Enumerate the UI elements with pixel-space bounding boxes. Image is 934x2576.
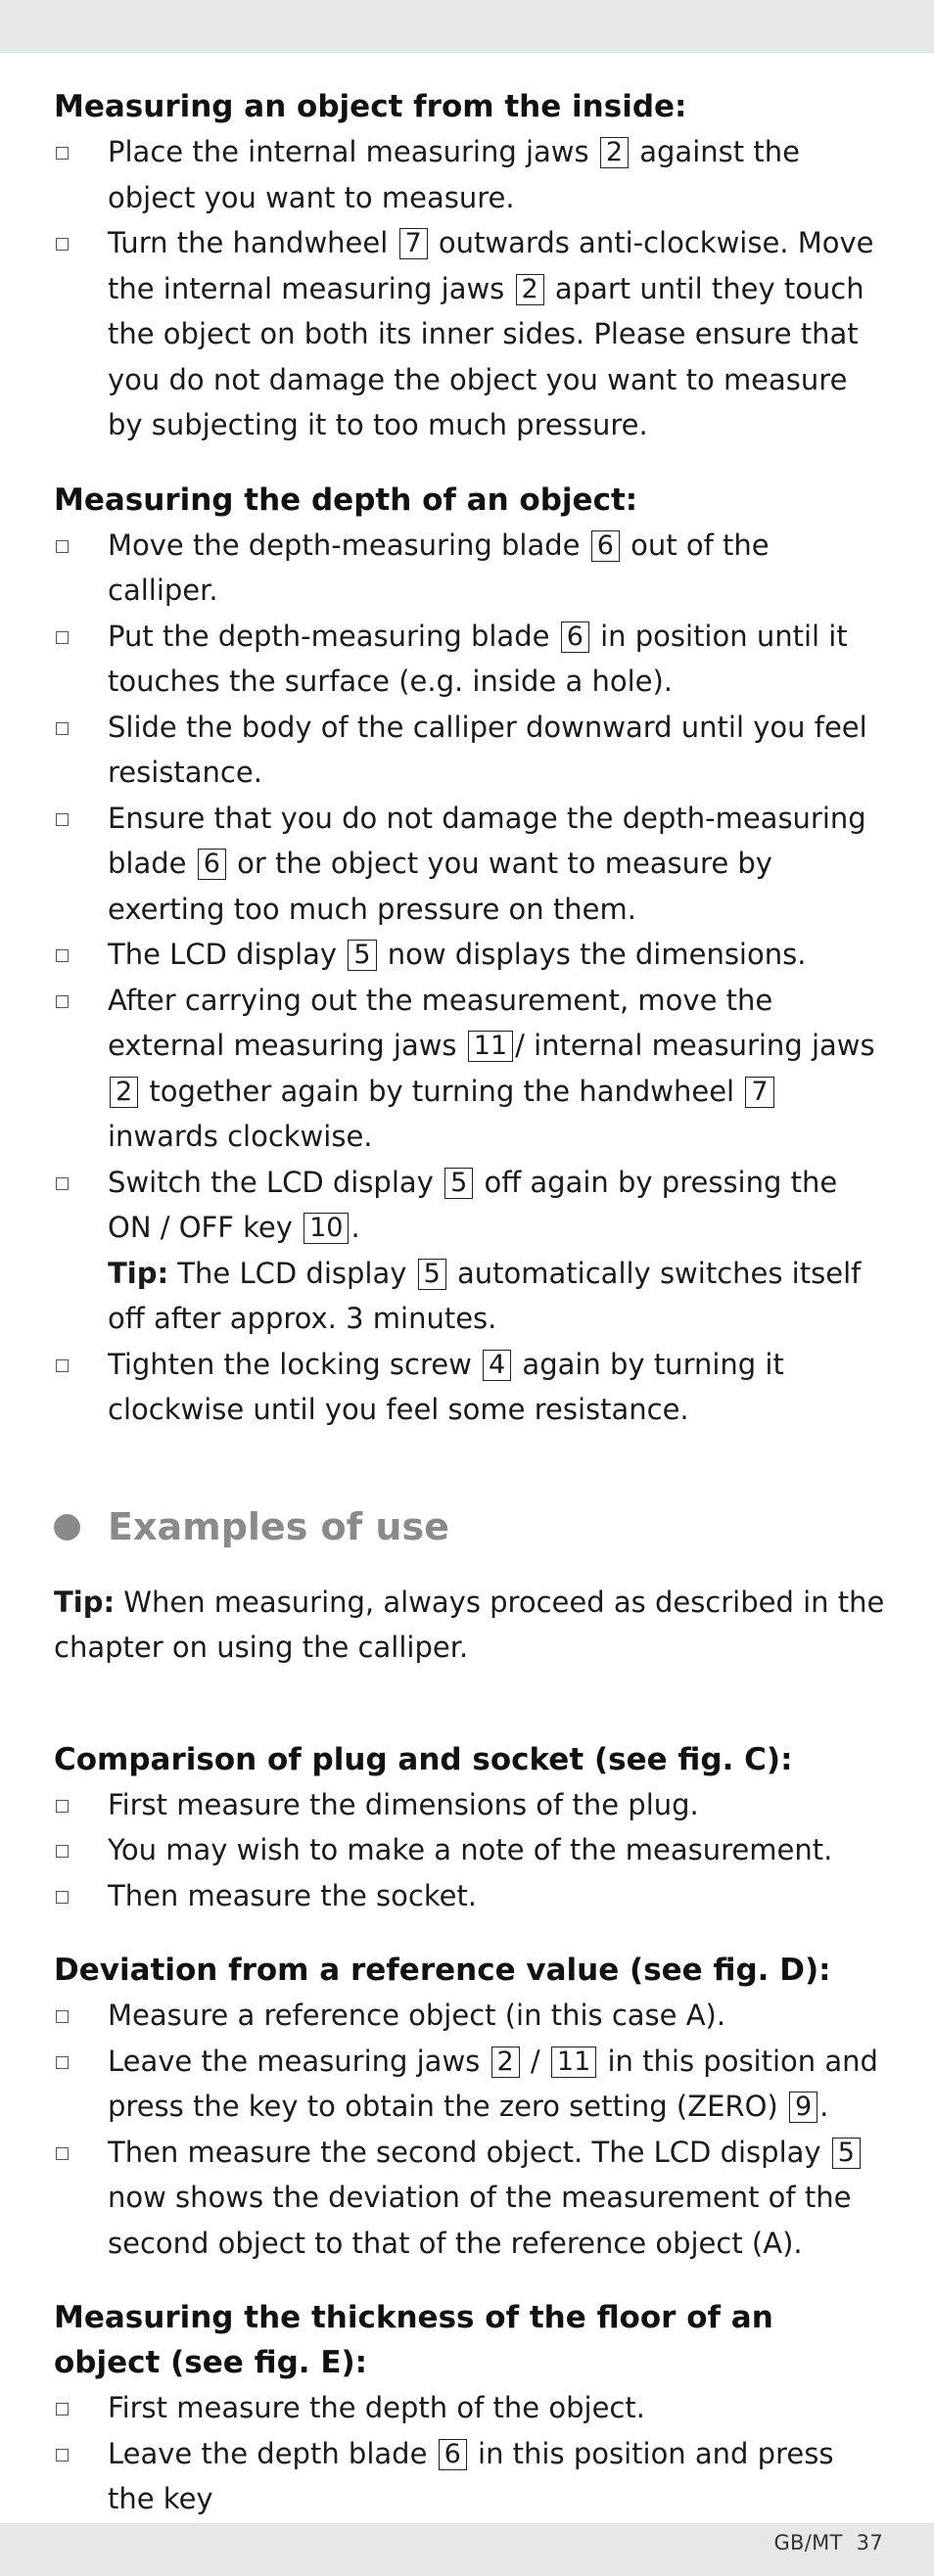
heading-inside: Measuring an object from the inside: <box>54 89 687 124</box>
part-reference-number: 5 <box>418 1259 446 1290</box>
section-title-examples: Examples of use <box>54 1499 886 1554</box>
list-item: The LCD display 5 now displays the dimensions. <box>54 932 886 978</box>
checkbox-bullet-icon <box>56 1177 69 1190</box>
part-reference-number: 11 <box>468 1031 513 1062</box>
list-item: You may wish to make a note of the measurement. <box>54 1827 886 1873</box>
checkbox-bullet-icon <box>56 2056 69 2069</box>
part-reference-number: 7 <box>399 228 428 259</box>
list-inside <box>54 129 886 448</box>
checkbox-bullet-icon <box>56 2010 69 2023</box>
part-reference-number: 2 <box>516 274 544 305</box>
part-reference-number: 4 <box>483 1350 511 1381</box>
list-depth-end <box>54 1342 886 1433</box>
tip-examples: Tip: When measuring, always proceed as described in the chapter on using the calliper. <box>54 1585 885 1664</box>
list-item: First measure the depth of the object. <box>54 2385 886 2431</box>
list-item: Move the depth-measuring blade 6 out of the calliper. <box>54 523 886 614</box>
part-reference-number: 10 <box>304 1213 349 1244</box>
page-content <box>54 84 886 2522</box>
part-reference-number: 9 <box>789 2092 817 2123</box>
part-reference-number: 5 <box>832 2138 861 2169</box>
list-item: Put the depth-measuring blade 6 in position until it touches the surface (e.g. inside a hole). <box>54 614 886 705</box>
heading-deviation: Deviation from a reference value (see fig. D): <box>54 1953 831 1988</box>
list-item: Ensure that you do not damage the depth-measuring blade 6 or the object you want to measure by exerting too much pressure on them. <box>54 796 886 933</box>
part-reference-number: 2 <box>110 1077 138 1108</box>
checkbox-bullet-icon <box>56 722 69 735</box>
list-plug-socket <box>54 1782 886 1919</box>
part-reference-number: 6 <box>198 849 226 880</box>
checkbox-bullet-icon <box>56 2403 69 2415</box>
checkbox-bullet-icon <box>56 540 69 553</box>
checkbox-bullet-icon <box>56 2147 69 2160</box>
checkbox-bullet-icon <box>56 1891 69 1904</box>
part-reference-number: 7 <box>745 1077 773 1108</box>
checkbox-bullet-icon <box>56 2449 69 2461</box>
part-reference-number: 6 <box>591 530 620 562</box>
part-reference-number: 5 <box>348 940 376 971</box>
top-band <box>0 0 934 53</box>
list-deviation <box>54 1993 886 2266</box>
list-item: Place the internal measuring jaws 2 against the object you want to measure. <box>54 129 886 220</box>
list-item: Then measure the socket. <box>54 1873 886 1919</box>
page-footer <box>773 2531 883 2554</box>
checkbox-bullet-icon <box>56 147 69 160</box>
page-number: 37 <box>856 2531 883 2554</box>
list-item: Tighten the locking screw 4 again by turning it clockwise until you feel some resistance. <box>54 1342 886 1433</box>
list-item: Turn the handwheel 7 outwards anti-clockwise. Move the internal measuring jaws 2 apart until they touch the object on both its inner sides. Please ensure that you do not damage the object you want to measure by subjecting it to too much pressure. <box>54 220 886 448</box>
list-item: Leave the measuring jaws 2 / 11 in this position and press the key to obtain the zero setting (ZERO) 9 . <box>54 2039 886 2130</box>
part-reference-number: 11 <box>551 2047 596 2078</box>
checkbox-bullet-icon <box>56 949 69 962</box>
list-item: Switch the LCD display 5 off again by pressing the ON / OFF key 10 . <box>54 1160 886 1251</box>
part-reference-number: 2 <box>491 2047 520 2078</box>
part-reference-number: 2 <box>600 137 629 168</box>
checkbox-bullet-icon <box>56 995 69 1008</box>
list-item: Then measure the second object. The LCD display 5 now shows the deviation of the measurement of the second object to that of the reference object (A). <box>54 2130 886 2267</box>
list-depth <box>54 523 886 1251</box>
checkbox-bullet-icon <box>56 1359 69 1372</box>
checkbox-bullet-icon <box>56 813 69 826</box>
part-reference-number: 6 <box>561 621 589 653</box>
list-floor-thickness <box>54 2385 886 2522</box>
tip-lcd: Tip: The LCD display 5 automatically switches itself off after approx. 3 minutes. <box>108 1256 862 1335</box>
heading-plug-socket: Comparison of plug and socket (see fig. C): <box>54 1741 793 1777</box>
tip-label: Tip: <box>108 1256 169 1290</box>
heading-floor-thickness: Measuring the thickness of the floor of an object (see fig. E): <box>54 2300 773 2380</box>
checkbox-bullet-icon <box>56 1800 69 1813</box>
checkbox-bullet-icon <box>56 631 69 644</box>
checkbox-bullet-icon <box>56 1845 69 1858</box>
bullet-dot-icon <box>54 1514 80 1541</box>
part-reference-number: 6 <box>439 2439 467 2470</box>
footer-lang: GB/MT <box>773 2531 843 2554</box>
list-item: Slide the body of the calliper downward until you feel resistance. <box>54 705 886 796</box>
heading-depth: Measuring the depth of an object: <box>54 482 638 518</box>
list-item: Leave the depth blade 6 in this position and press the key <box>54 2431 886 2522</box>
list-item: After carrying out the measurement, move the external measuring jaws 11 / internal measuring jaws 2 together again by turning the handwheel 7 inwards clockwise. <box>54 978 886 1160</box>
list-item: First measure the dimensions of the plug. <box>54 1782 886 1828</box>
checkbox-bullet-icon <box>56 238 69 251</box>
part-reference-number: 5 <box>444 1168 473 1199</box>
list-item: Measure a reference object (in this case A). <box>54 1993 886 2039</box>
